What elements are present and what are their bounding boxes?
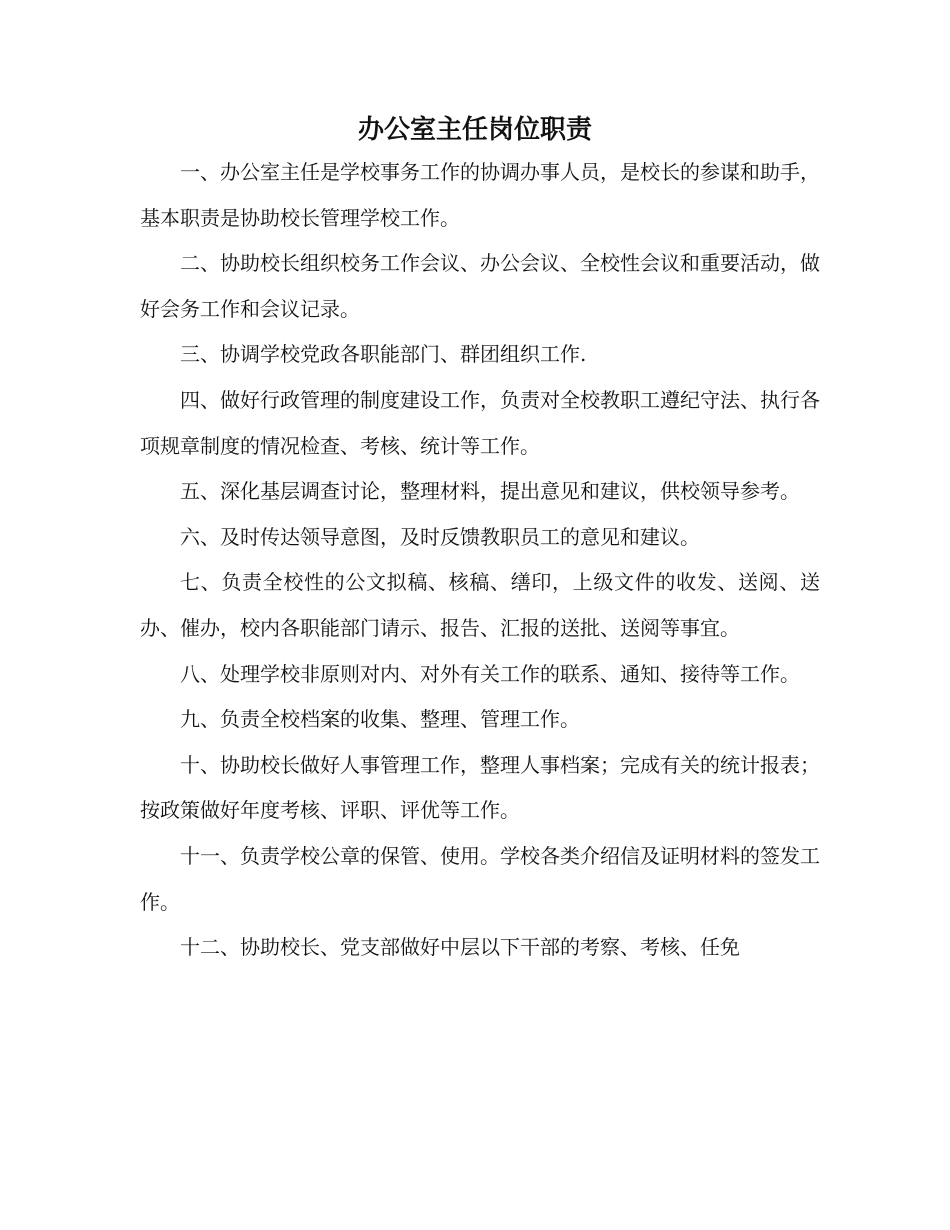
- paragraph-11: 十一、负责学校公章的保管、使用。学校各类介绍信及证明材料的签发工作。: [140, 843, 820, 914]
- paragraph-7: 七、负责全校性的公文拟稿、核稿、缮印，上级文件的收发、送阅、送办、催办，校内各职能部门请示、报告、汇报的送批、送阅等事宜。: [140, 570, 820, 640]
- paragraph-6: 六、及时传达领导意图，及时反馈教职员工的意见和建议。: [180, 524, 700, 549]
- document-body: [140, 150, 820, 971]
- paragraph-4: 四、做好行政管理的制度建设工作，负责对全校教职工遵纪守法、执行各项规章制度的情况检查、考核、统计等工作。: [140, 387, 820, 458]
- paragraph-2: 二、协助校长组织校务工作会议、办公会议、全校性会议和重要活动，做好会务工作和会议记录。: [140, 251, 820, 321]
- paragraph-12: 十二、协助校长、党支部做好中层以下干部的考察、考核、任免: [180, 935, 740, 960]
- document-title: 办公室主任岗位职责: [357, 115, 592, 145]
- paragraph-8: 八、处理学校非原则对内、对外有关工作的联系、通知、接待等工作。: [180, 661, 800, 686]
- paragraph-5: 五、深化基层调查讨论，整理材料，提出意见和建议，供校领导参考。: [180, 479, 800, 504]
- paragraph-9: 九、负责全校档案的收集、整理、管理工作。: [180, 707, 580, 732]
- paragraph-3: 三、协调学校党政各职能部门、群团组织工作.: [180, 342, 587, 367]
- paragraph-1: 一、办公室主任是学校事务工作的协调办事人员，是校长的参谋和助手，基本职责是协助校长管理学校工作。: [140, 160, 820, 230]
- paragraph-10: 十、协助校长做好人事管理工作，整理人事档案；完成有关的统计报表；按政策做好年度考核、评职、评优等工作。: [140, 752, 820, 823]
